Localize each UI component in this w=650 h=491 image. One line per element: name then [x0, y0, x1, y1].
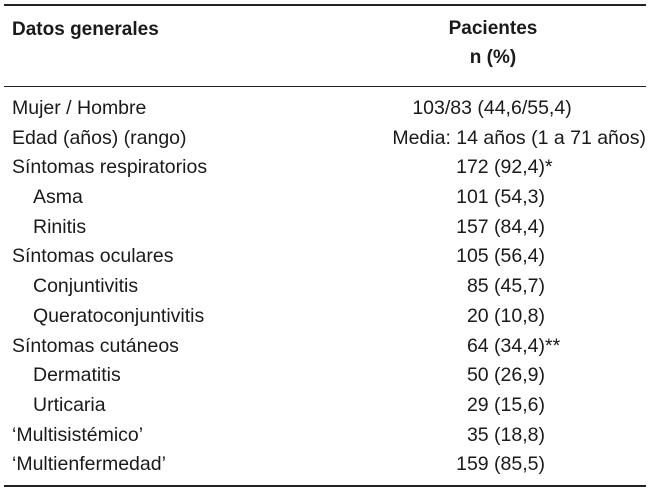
- table-row: [0, 242, 650, 272]
- row-value: 20 (10,8): [466, 304, 545, 327]
- table-row: [0, 361, 650, 391]
- row-value: 50 (26,9): [466, 364, 545, 387]
- row-value: 172 (92,4): [456, 156, 545, 179]
- table-row: [0, 153, 650, 183]
- table-row: [0, 302, 650, 332]
- table-row: [0, 183, 650, 213]
- table-body: [0, 94, 650, 480]
- row-value: 101 (54,3): [456, 186, 545, 209]
- row-label: Urticaria: [33, 393, 106, 416]
- row-label: Dermatitis: [33, 364, 121, 387]
- row-value: 103/83 (44,6/55,4): [412, 97, 572, 119]
- row-value: 29 (15,6): [466, 393, 545, 416]
- row-label: Síntomas respiratorios: [12, 156, 208, 179]
- table-row: [0, 94, 650, 124]
- table-header-rule: [4, 86, 646, 87]
- table-row: [0, 272, 650, 302]
- row-label: Conjuntivitis: [33, 275, 139, 298]
- column-header-patients: Pacientes: [448, 18, 538, 39]
- row-label: Queratoconjuntivitis: [33, 304, 205, 327]
- row-value: Media: 14 años (1 a 71 años): [392, 126, 646, 149]
- table-row: [0, 450, 650, 480]
- row-value: 105 (56,4): [456, 245, 545, 268]
- row-value: 64 (34,4): [466, 334, 545, 357]
- table-row: [0, 391, 650, 421]
- row-value: 157 (84,4): [456, 215, 545, 238]
- row-label: Síntomas oculares: [12, 245, 174, 268]
- table-top-rule: [4, 4, 646, 6]
- row-label: Mujer / Hombre: [12, 97, 147, 119]
- table-bottom-rule: [4, 485, 646, 487]
- column-header-n-percent: n (%): [469, 47, 517, 68]
- row-value: 85 (45,7): [466, 275, 545, 298]
- row-label: Edad (años) (rango): [12, 126, 187, 149]
- row-label: ‘Multienfermedad’: [12, 453, 166, 476]
- footnote-marker: **: [545, 334, 561, 357]
- table-row: [0, 332, 650, 362]
- table-row: [0, 421, 650, 451]
- row-value: 159 (85,5): [456, 453, 545, 476]
- column-header-general-data: Datos generales: [12, 19, 159, 40]
- row-value: 35 (18,8): [466, 423, 545, 446]
- row-label: Rinitis: [33, 215, 87, 238]
- table-row: [0, 213, 650, 243]
- table-row: [0, 124, 650, 154]
- row-label: Asma: [33, 186, 83, 209]
- footnote-marker: *: [545, 156, 553, 179]
- row-label: Síntomas cutáneos: [12, 334, 179, 357]
- row-label: ‘Multisistémico’: [12, 423, 144, 446]
